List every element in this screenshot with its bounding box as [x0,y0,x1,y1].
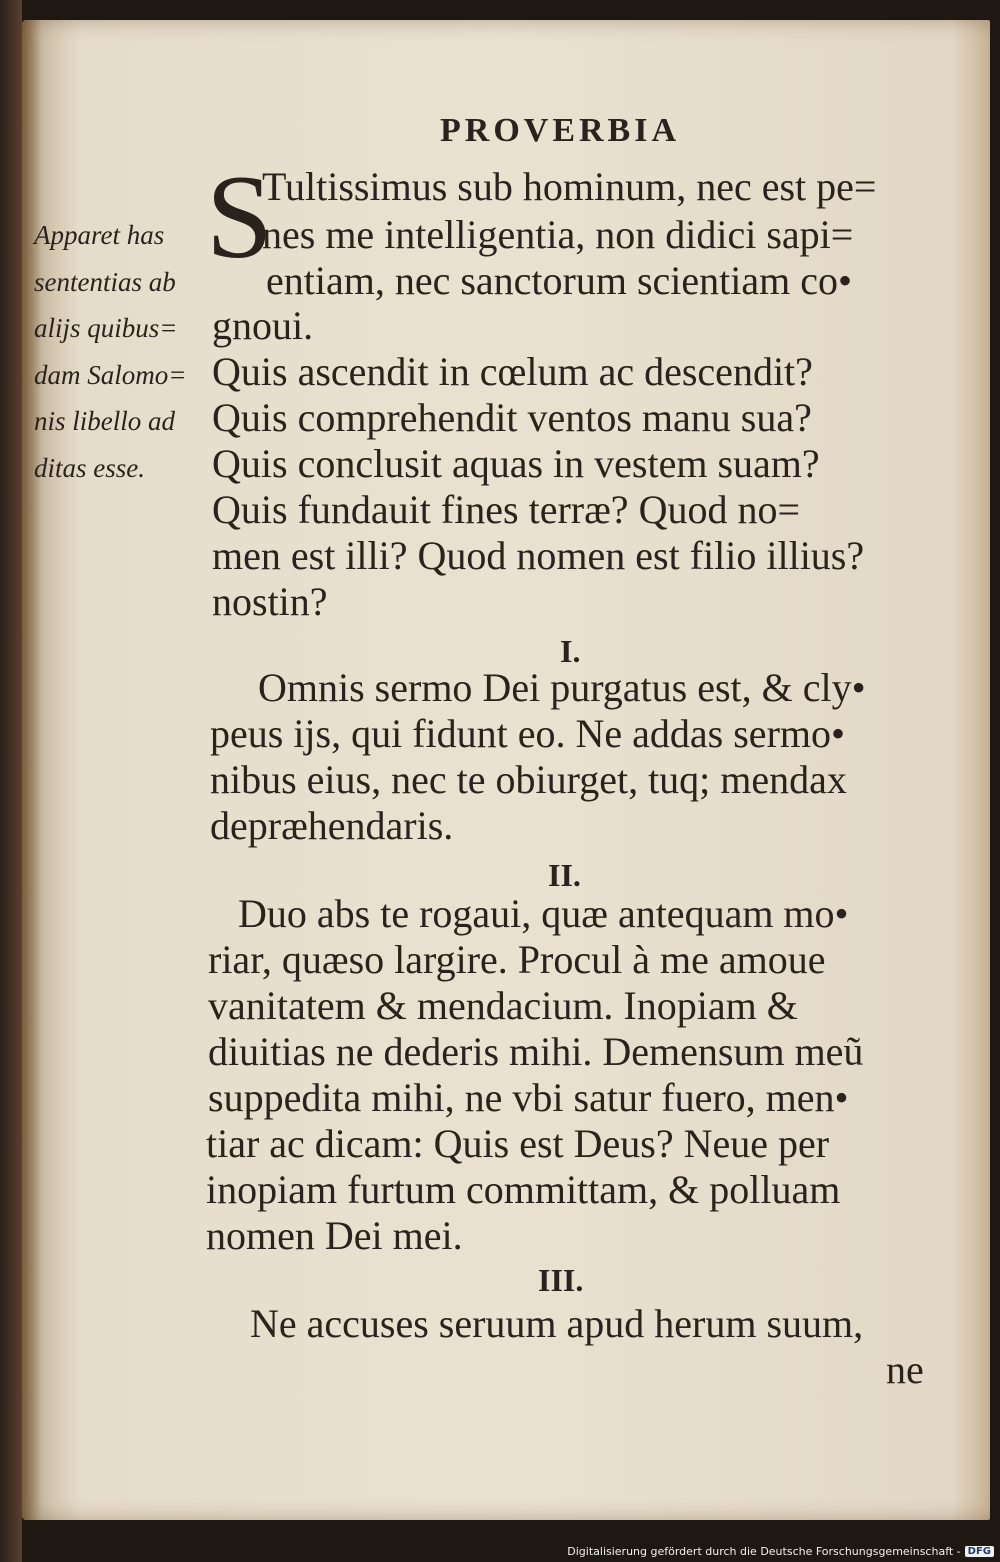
catchword: ne [886,1347,924,1392]
margin-note-line: nis libello ad [34,406,175,436]
text-line: nes me intelligentia, non didici sapi= [262,212,854,257]
text-line: riar, quæso largire. Procul à me amoue [208,937,826,982]
section-number: II. [548,857,581,893]
margin-note [34,212,214,491]
text-line: Quis ascendit in cœlum ac descendit? [212,349,813,394]
section-number: III. [538,1262,584,1298]
text-line: nostin? [212,579,328,624]
text-line: Duo abs te rogaui, quæ antequam mo• [238,891,849,936]
text-line: gnoui. [212,303,314,348]
margin-note-line: dam Salomo= [34,359,187,390]
text-line: nibus eius, nec te obiurget, tuq; mendax [210,757,847,802]
text-line: peus ijs, qui fidunt eo. Ne addas sermo• [210,711,845,756]
text-line: Tultissimus sub hominum, nec est pe= [262,164,877,209]
margin-note-line: Apparet has [34,220,165,250]
text-line: Ne accuses seruum apud herum suum, [250,1301,864,1346]
margin-note-line: ditas esse. [34,452,145,483]
text-line: inopiam furtum committam, & polluam [206,1167,841,1212]
margin-note-line: alijs quibus= [34,313,178,343]
text-line: tiar ac dicam: Quis est Deus? Neue per [206,1121,830,1166]
text-line: Omnis sermo Dei purgatus est, & cly• [258,665,866,710]
text-line: Quis fundauit fines terræ? Quod no= [212,487,801,532]
text-line: diuitias ne dederis mihi. Demensum meũ [208,1029,864,1074]
section-number: I. [560,633,581,669]
drop-cap: S [206,150,273,283]
text-line: suppedita mihi, ne vbi satur fuero, men• [208,1075,849,1120]
dfg-logo: DFG [965,1546,994,1557]
book-spine [0,0,22,1562]
text-line: Quis conclusit aquas in vestem suam? [212,441,820,486]
text-line: nomen Dei mei. [206,1213,463,1258]
text-line: Quis comprehendit ventos manu sua? [212,395,812,440]
text-line: men est illi? Quod nomen est filio illius? [212,533,865,578]
credit-text: Digitalisierung gefördert durch die Deutsche Forschungsgemeinschaft - [567,1545,961,1558]
running-header: PROVERBIA [440,112,681,149]
text-line: depræhendaris. [210,803,454,848]
margin-note-line: sententias ab [34,266,176,297]
text-line: entiam, nec sanctorum scientiam co• [266,258,853,303]
digitization-credit [567,1545,994,1558]
text-line: vanitatem & mendacium. Inopiam & [208,983,798,1028]
